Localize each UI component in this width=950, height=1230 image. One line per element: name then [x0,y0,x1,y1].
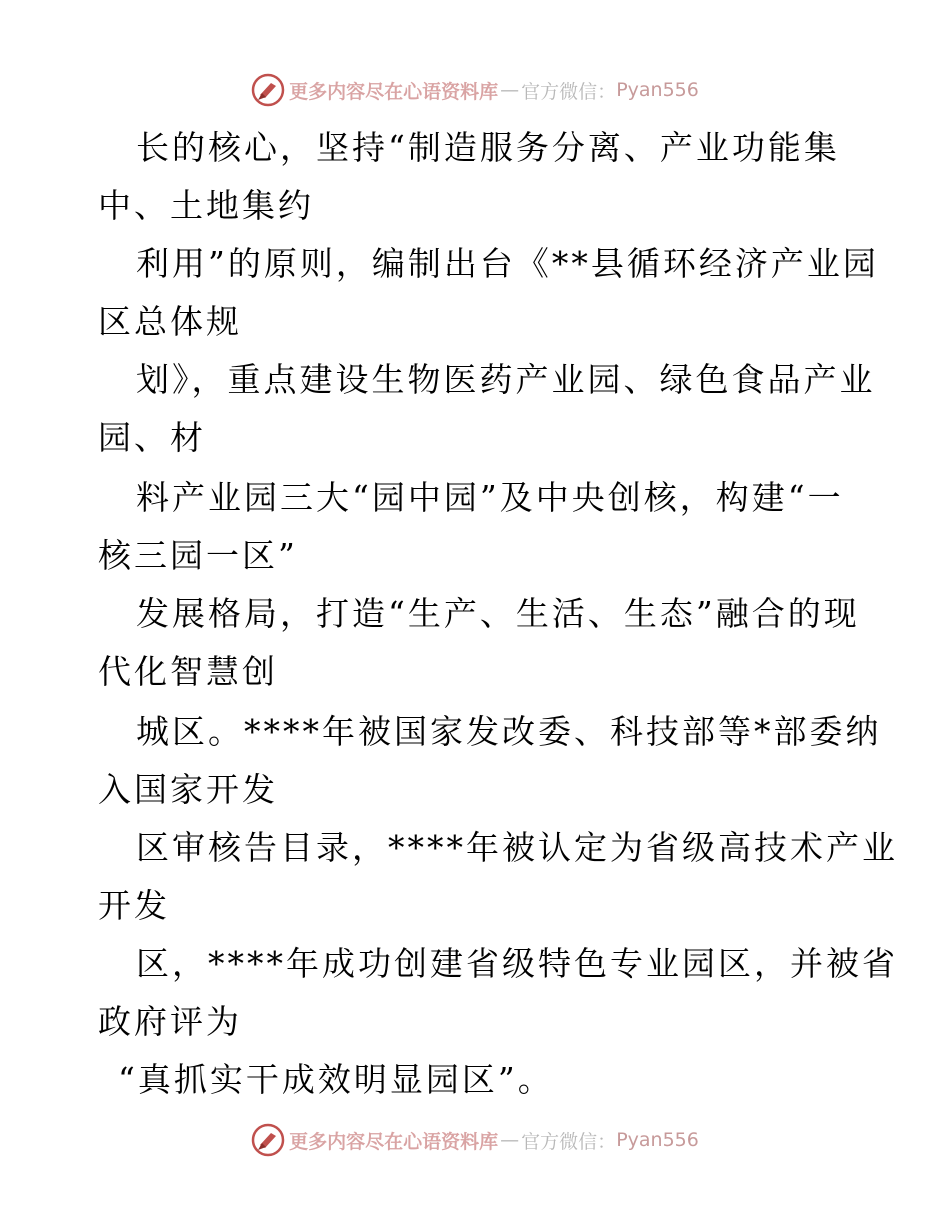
body-line: 发展格局，打造“生产、生活、生态”融合的现 [136,594,860,633]
body-line: “真抓实干成效明显园区”。 [118,1060,554,1099]
body-line: 长的核心，坚持“制造服务分离、产业功能集 [136,128,840,167]
seal-logo-icon [251,73,285,107]
watermark-brand: 更多内容尽在心语资料库 [289,1130,499,1153]
watermark-id: Pyan556 [616,1129,699,1151]
body-line: 料产业园三大“园中园”及中央创核，构建“一 [136,478,844,517]
watermark-dash: — [500,1129,520,1151]
body-line: 区总体规 [98,302,242,341]
body-line: 入国家开发 [98,770,278,809]
body-line: 代化智慧创 [98,652,278,691]
body-line: 园、材 [98,418,206,457]
watermark-label: 官方微信： [521,80,617,103]
body-line: 划》，重点建设生物医药产业园、绿色食品产业 [136,360,876,399]
body-line: 政府评为 [98,1002,242,1041]
watermark-id: Pyan556 [616,79,699,101]
body-line: 区审核告目录，****年被认定为省级高技术产业 [136,828,898,867]
body-line: 开发 [98,886,170,925]
footer-watermark [0,1120,950,1160]
body-line: 区，****年成功创建省级特色专业园区，并被省 [136,944,898,983]
watermark-label: 官方微信： [521,1130,617,1153]
watermark-dash: — [500,79,520,101]
seal-logo-icon [251,1123,285,1157]
body-line: 利用”的原则，编制出台《**县循环经济产业园 [136,244,879,283]
body-line: 中、土地集约 [98,186,314,225]
body-line: 城区。****年被国家发改委、科技部等*部委纳 [136,712,882,751]
header-watermark [0,70,950,110]
watermark-brand: 更多内容尽在心语资料库 [289,80,499,103]
body-line: 核三园一区” [98,536,298,575]
